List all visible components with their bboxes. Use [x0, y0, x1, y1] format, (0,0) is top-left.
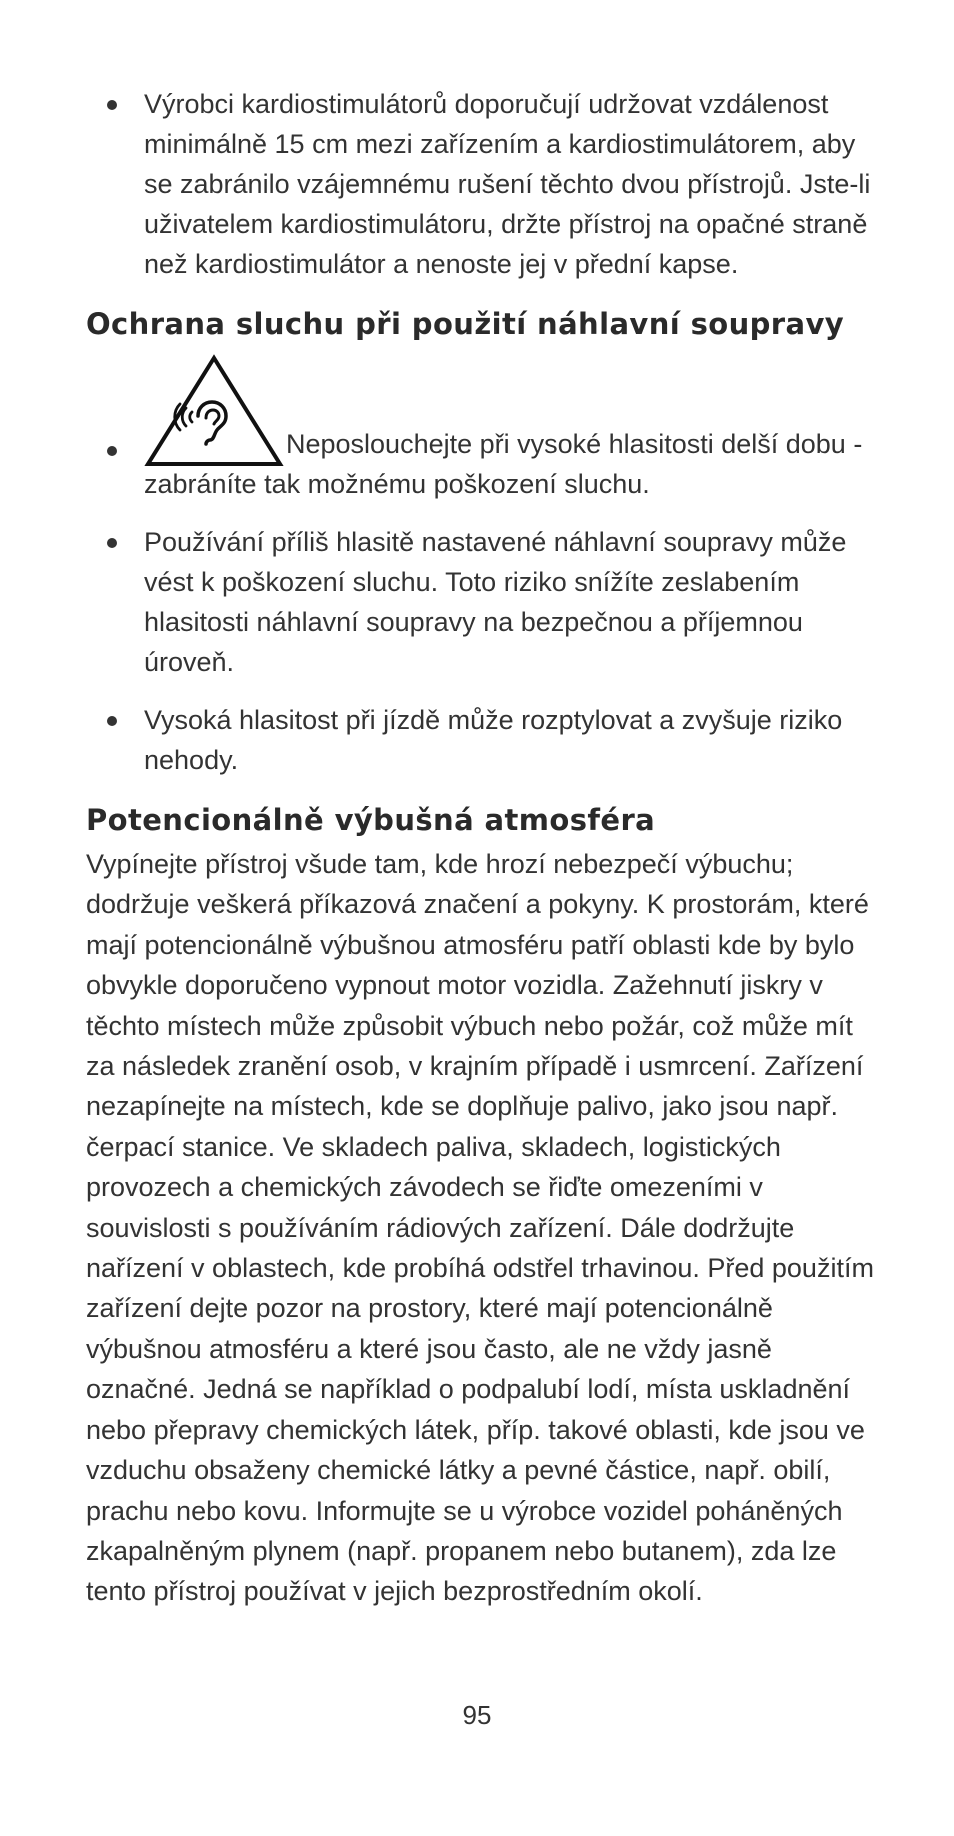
hearing-bullet-list: [86, 354, 886, 780]
bullet-icon: [107, 446, 117, 456]
list-item: [86, 522, 886, 682]
list-item: [86, 354, 886, 504]
hearing-warning-icon: [144, 354, 284, 468]
page-number: 95: [462, 1700, 492, 1730]
list-item: [86, 700, 886, 780]
section-heading-hearing: Ochrana sluchu při použití náhlavní soupravy: [86, 307, 845, 341]
list-item: [86, 84, 886, 284]
bullet-text: Výrobci kardiostimulátorů doporučují udržovat vzdálenost minimálně 15 cm mezi zařízením a kardiostimulátorem, aby se zabránilo vzájemnému rušení těchto dvou přístrojů. Jste-li uživatelem kardiostimulátoru, držte přístroj na opačné straně než kardiostimulátor a nenoste jej v přední kapse.: [144, 89, 871, 279]
bullet-icon: [107, 716, 117, 726]
bullet-text: Používání příliš hlasitě nastavené náhlavní soupravy může vést k poškození sluchu. Toto riziko snížíte zeslabením hlasitosti náhlavní soupravy na bezpečnou a příjemnou úroveň.: [144, 527, 847, 677]
section-heading-explosive: Potencionálně výbušná atmosféra: [86, 803, 656, 837]
bullet-icon: [107, 538, 117, 548]
explosive-atmosphere-paragraph: Vypínejte přístroj všude tam, kde hrozí nebezpečí výbuchu; dodržuje veškerá příkazová značení a pokyny. K prostorám, které mají potencionálně výbušnou atmosféru patří oblasti kde by bylo obvykle doporučeno vypnout motor vozidla. Zažehnutí jiskry v těchto místech může způsobit výbuch nebo požár, což může mít za následek zranění osob, v krajním případě i usmrcení. Zařízení nezapínejte na místech, kde se doplňuje palivo, jako jsou např. čerpací stanice. Ve skladech paliva, skladech, logistických provozech a chemických závodech se řiďte omezeními v souvislosti s používáním rádiových zařízení. Dále dodržujte nařízení v oblastech, kde probíhá odstřel trhavinou. Před použitím zařízení dejte pozor na prostory, které mají potencionálně výbušnou atmosféru a které jsou často, ale ne vždy jasně označné. Jedná se například o podpalubí lodí, místa uskladnění nebo přepravy chemických látek, příp. takové oblasti, kde jsou ve vzduchu obsaženy chemické látky a pevné částice, např. obilí, prachu nebo kovu. Informujte se u výrobce vozidel poháněných zkapalněným plynem (např. propanem nebo butanem), zda lze tento přístroj používat v jejich bezprostředním okolí.: [86, 849, 874, 1607]
bullet-icon: [107, 100, 117, 110]
pacemaker-bullet-list: [86, 84, 886, 284]
document-page: [86, 84, 886, 1612]
hearing-warning-text: Neposlouchejte při vysoké hlasitosti delší dobu - zabráníte tak možnému poškození sluchu.: [144, 429, 863, 499]
bullet-text: Vysoká hlasitost při jízdě může rozptylovat a zvyšuje riziko nehody.: [144, 705, 843, 775]
